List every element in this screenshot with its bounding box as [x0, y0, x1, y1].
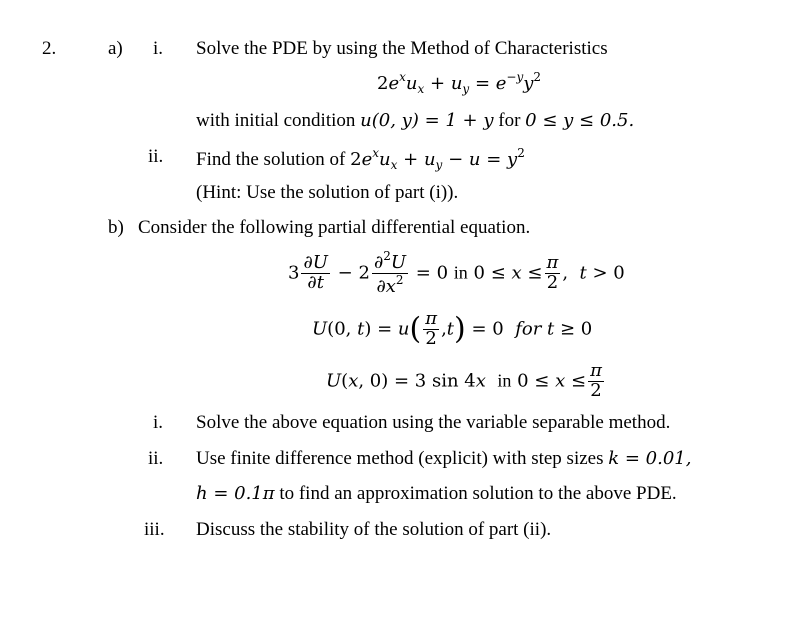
part-b-initial: U(x, 0) = 3 sin 4x in 0 ≤ x ≤ $\frac{\pi}{2}$ [326, 360, 602, 401]
part-b-ii-text2: to find an approximation solution to the above PDE. [279, 483, 677, 504]
part-b-ii-text1: Use finite difference method (explicit) with step sizes [196, 448, 604, 469]
part-b-i-text: Solve the above equation using the variable separable method. [196, 412, 671, 433]
question-number: 2. [42, 38, 57, 59]
part-b-i-label: i. [153, 412, 164, 433]
part-a-ii-equation: $2e^xu_x + u_y - u = y^2$ [350, 146, 525, 172]
part-a-ii-text [196, 146, 525, 172]
h-value: h = 0.1π [196, 483, 275, 504]
part-b-iii-label: iii. [144, 519, 165, 540]
part-a-ii-prefix: Find the solution of [196, 149, 346, 170]
part-a-i-label: i. [153, 38, 164, 59]
part-a-i-text: Solve the PDE by using the Method of Characteristics [196, 38, 608, 59]
part-b-ii-label: ii. [148, 448, 164, 469]
condition-prefix: with initial condition [196, 110, 356, 131]
part-b-ii-line1 [196, 448, 691, 470]
part-b-iii-text: Discuss the stability of the solution of part (ii). [196, 519, 552, 540]
k-value: k = 0.01, [608, 448, 692, 469]
part-a-ii-hint: (Hint: Use the solution of part (i)). [196, 182, 459, 203]
condition-math: u(0, y) = 1 + y [360, 110, 494, 131]
part-b-ii-line2 [196, 483, 677, 505]
part-b-pde: 3 $\frac{\partial U}{\partial t}$ − 2 $\frac{\partial^2U}{\partial x^2}$ = 0 in 0 ≤ x ≤ $\frac{\pi}{2}$ , t > 0 [288, 249, 625, 297]
condition-range: 0 ≤ y ≤ 0.5. [525, 110, 635, 131]
part-a-i-equation: $2e^xu_x + u_y = e^{-y}y^2$ [377, 70, 542, 96]
part-a-label: a) [108, 38, 123, 59]
part-a-i-condition [196, 110, 634, 132]
part-b-label: b) [108, 217, 124, 238]
condition-for: for [498, 110, 521, 131]
part-b-text: Consider the following partial differential equation. [138, 217, 531, 238]
part-a-ii-label: ii. [148, 146, 164, 167]
part-b-boundary: U(0, t) = u( $\frac{\pi}{2}$ ,t) = 0 for t ≥ 0 [312, 308, 593, 349]
